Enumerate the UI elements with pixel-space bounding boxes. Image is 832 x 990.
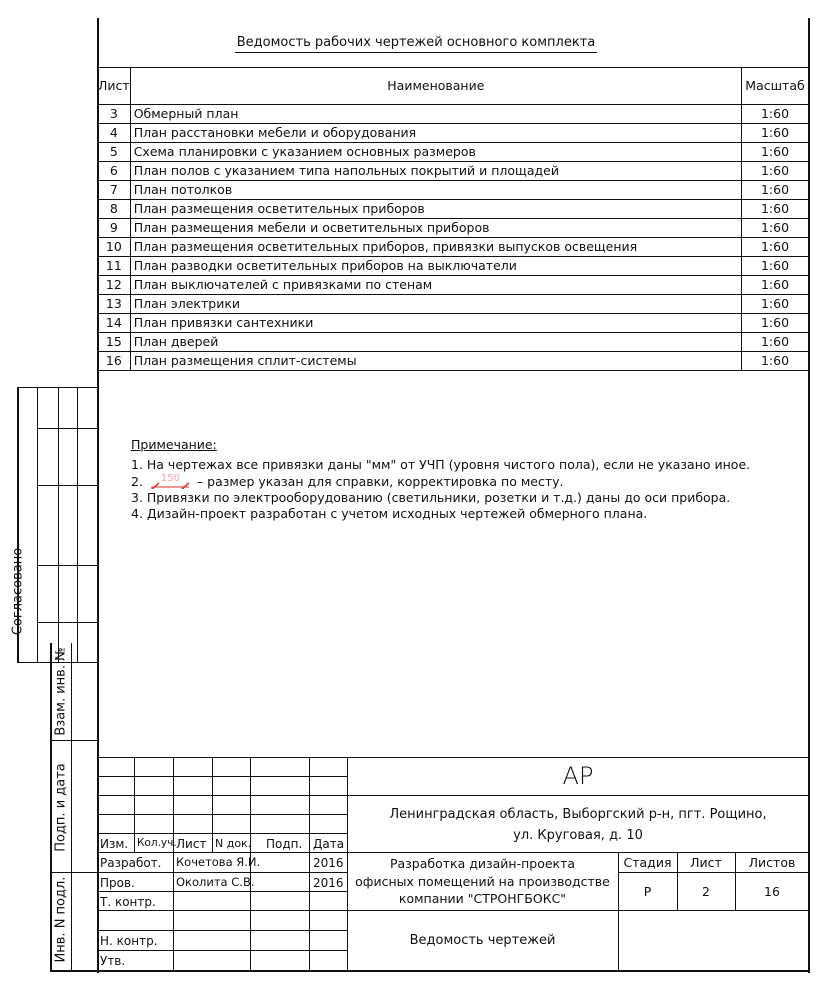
table-row bbox=[98, 200, 809, 219]
date-developer: 2016 bbox=[313, 856, 344, 870]
table-row bbox=[98, 162, 809, 181]
row-sheet: 9 bbox=[98, 219, 131, 238]
col-qty: Кол.уч. bbox=[137, 837, 177, 849]
row-sheet: 3 bbox=[98, 105, 131, 124]
stamp-sign-date-label: Подп. и дата bbox=[53, 763, 69, 852]
name-developer: Кочетова Я.И. bbox=[176, 855, 261, 869]
row-scale: 1:60 bbox=[742, 143, 809, 162]
row-sheet: 11 bbox=[98, 257, 131, 276]
table-header-row bbox=[98, 68, 809, 105]
table-row bbox=[98, 314, 809, 333]
row-name: План полов с указанием типа напольных покрытий и площадей bbox=[130, 162, 741, 181]
row-scale: 1:60 bbox=[742, 333, 809, 352]
role-developer: Разработ. bbox=[100, 856, 162, 870]
row-name: План размещения осветительных приборов bbox=[130, 200, 741, 219]
stamp-replace-inv-label: Взам. инв. № bbox=[53, 647, 69, 736]
row-scale: 1:60 bbox=[742, 124, 809, 143]
table-row bbox=[98, 333, 809, 352]
row-name: План привязки сантехники bbox=[130, 314, 741, 333]
table-row bbox=[98, 143, 809, 162]
row-sheet: 16 bbox=[98, 352, 131, 371]
project-title-line-1: Разработка дизайн-проекта bbox=[389, 856, 576, 871]
note-2 bbox=[131, 474, 750, 490]
sheet-title: Ведомость рабочих чертежей основного комплекта bbox=[0, 35, 832, 50]
drawings-table bbox=[97, 67, 809, 371]
sheets-value: 16 bbox=[764, 884, 780, 899]
role-approved: Утв. bbox=[100, 954, 126, 968]
row-name: План размещения мебели и осветительных приборов bbox=[130, 219, 741, 238]
note-2-prefix: 2. bbox=[131, 473, 143, 489]
frame-bottom-border bbox=[50, 970, 810, 972]
row-scale: 1:60 bbox=[742, 257, 809, 276]
row-name: План размещения осветительных приборов, привязки выпусков освещения bbox=[130, 238, 741, 257]
role-norm-control: Н. контр. bbox=[100, 934, 158, 948]
row-name: План выключателей с привязками по стенам bbox=[130, 276, 741, 295]
note-4: 4. Дизайн-проект разработан с учетом исходных чертежей обмерного плана. bbox=[131, 506, 648, 521]
table-row bbox=[98, 181, 809, 200]
col-change: Изм. bbox=[100, 837, 129, 851]
row-sheet: 13 bbox=[98, 295, 131, 314]
table-row bbox=[98, 219, 809, 238]
row-scale: 1:60 bbox=[742, 181, 809, 200]
name-checker: Околита С.В. bbox=[176, 875, 255, 889]
project-code: АР bbox=[562, 762, 594, 790]
row-sheet: 7 bbox=[98, 181, 131, 200]
row-scale: 1:60 bbox=[742, 276, 809, 295]
row-scale: 1:60 bbox=[742, 219, 809, 238]
table-row bbox=[98, 105, 809, 124]
note-3: 3. Привязки по электрооборудованию (светильники, розетки и т.д.) даны до оси прибора. bbox=[131, 489, 731, 505]
row-sheet: 15 bbox=[98, 333, 131, 352]
sheets-label: Листов bbox=[748, 855, 796, 870]
stage-label: Стадия bbox=[623, 855, 672, 870]
header-sheet: Лист bbox=[98, 68, 131, 105]
note-2-text: – размер указан для справки, корректировка по месту. bbox=[196, 473, 564, 489]
row-sheet: 4 bbox=[98, 124, 131, 143]
row-name: План дверей bbox=[130, 333, 741, 352]
row-sheet: 14 bbox=[98, 314, 131, 333]
sheet-label: Лист bbox=[690, 855, 722, 870]
row-scale: 1:60 bbox=[742, 200, 809, 219]
stamp-agreed-label: Согласовано bbox=[10, 547, 26, 636]
row-name: Обмерный план bbox=[130, 105, 741, 124]
row-scale: 1:60 bbox=[742, 238, 809, 257]
notes-heading: Примечание: bbox=[131, 437, 217, 452]
date-checker: 2016 bbox=[313, 876, 344, 890]
table-row bbox=[98, 238, 809, 257]
stamp-orig-inv-label: Инв. N подл. bbox=[53, 876, 69, 963]
row-scale: 1:60 bbox=[742, 162, 809, 181]
row-name: План разводки осветительных приборов на выключатели bbox=[130, 257, 741, 276]
table-row bbox=[98, 295, 809, 314]
table-row bbox=[98, 276, 809, 295]
col-sign: Подп. bbox=[266, 837, 303, 851]
address-line-1: Ленинградская область, Выборгский р-н, пгт. Рощино, bbox=[389, 807, 767, 822]
header-name: Наименование bbox=[130, 68, 741, 105]
row-sheet: 5 bbox=[98, 143, 131, 162]
stage-value: Р bbox=[643, 884, 652, 899]
row-sheet: 12 bbox=[98, 276, 131, 295]
row-name: План расстановки мебели и оборудования bbox=[130, 124, 741, 143]
row-sheet: 6 bbox=[98, 162, 131, 181]
row-name: План размещения сплит-системы bbox=[130, 352, 741, 371]
dimension-mark-icon bbox=[147, 473, 193, 488]
table-row bbox=[98, 352, 809, 371]
header-scale: Масштаб bbox=[742, 68, 809, 105]
row-sheet: 8 bbox=[98, 200, 131, 219]
col-sheet: Лист bbox=[176, 837, 207, 851]
role-checker: Пров. bbox=[100, 876, 135, 890]
table-row bbox=[98, 257, 809, 276]
row-scale: 1:60 bbox=[742, 295, 809, 314]
notes-block bbox=[131, 437, 750, 522]
row-sheet: 10 bbox=[98, 238, 131, 257]
row-name: План электрики bbox=[130, 295, 741, 314]
sheet-value: 2 bbox=[702, 884, 710, 899]
address-line-2: ул. Круговая, д. 10 bbox=[513, 828, 643, 843]
col-date: Дата bbox=[313, 837, 345, 851]
row-name: Схема планировки с указанием основных размеров bbox=[130, 143, 741, 162]
table-row bbox=[98, 124, 809, 143]
row-scale: 1:60 bbox=[742, 105, 809, 124]
note-1: 1. На чертежах все привязки даны "мм" от УЧП (уровня чистого пола), если не указано иное. bbox=[131, 457, 751, 473]
drawing-title: Ведомость чертежей bbox=[409, 933, 556, 948]
row-scale: 1:60 bbox=[742, 314, 809, 333]
row-name: План потолков bbox=[130, 181, 741, 200]
row-scale: 1:60 bbox=[742, 352, 809, 371]
role-tech-control: Т. контр. bbox=[100, 895, 156, 909]
col-doc: N док. bbox=[215, 837, 252, 850]
dimension-value: 150 bbox=[160, 473, 181, 484]
project-title-line-3: компании "СТРОНГБОКС" bbox=[398, 891, 567, 906]
project-title-line-2: офисных помещений на производстве bbox=[355, 874, 610, 889]
